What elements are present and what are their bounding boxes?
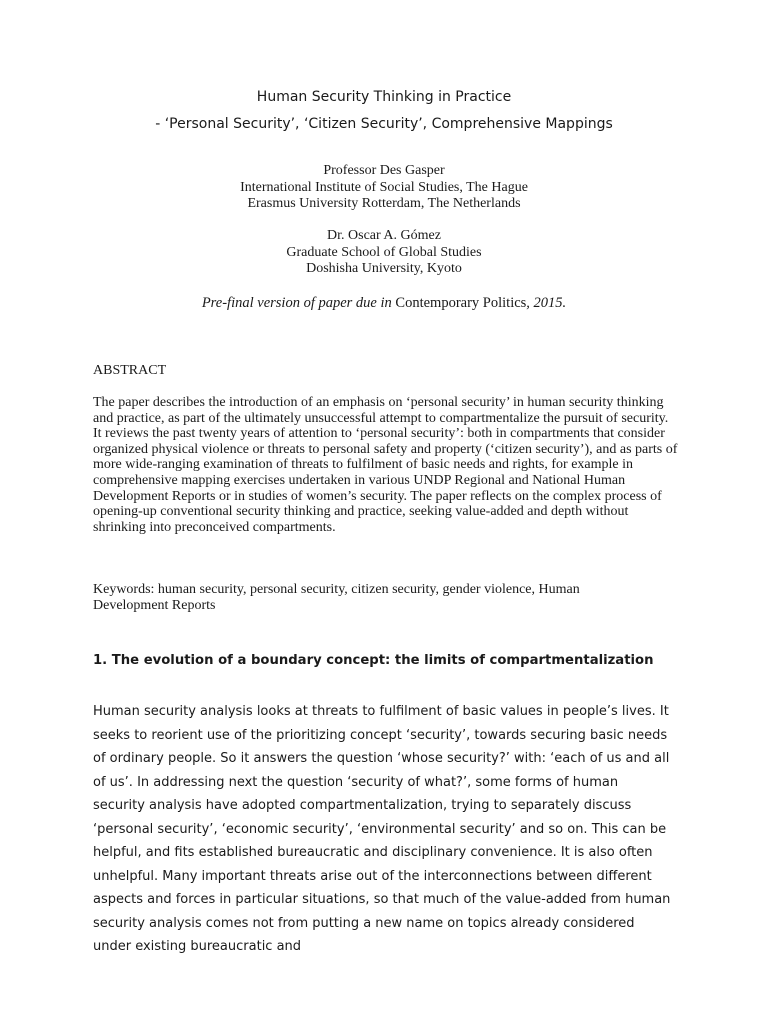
abstract-body: The paper describes the introduction of an emphasis on ‘personal security’ in human security thinking and practice, as part of the ultimately unsuccessful attempt to compartmentalize the pursuit of security. It reviews the past twenty years of attention to ‘personal security’: both in compartments that consider organized physical violence or threats to personal safety and property (‘citizen security’), and as parts of more wide-ranging examination of threats to fulfilment of basic needs and rights, for example in comprehensive mapping exercises undertaken in various UNDP Regional and National Human Development Reports or in studies of women’s security. The paper reflects on the complex process of opening-up conventional security thinking and practice, seeking value-added and depth without shrinking into preconceived compartments. — [93, 395, 678, 535]
author-affiliation: Doshisha University, Kyoto — [306, 261, 462, 276]
abstract-heading: ABSTRACT — [93, 363, 167, 378]
version-note — [0, 294, 768, 312]
section-heading: 1. The evolution of a boundary concept: the limits of compartmentalization — [93, 653, 654, 668]
author-name: Dr. Oscar A. Gómez — [327, 228, 441, 243]
journal-name: Contemporary Politics — [391, 295, 527, 311]
author-block-1 — [0, 163, 768, 213]
author-affiliation: International Institute of Social Studies, The Hague — [240, 179, 528, 195]
version-note-suffix: , 2015. — [526, 295, 567, 311]
section-body: Human security analysis looks at threats to fulfilment of basic values in people’s lives. It seeks to reorient use of the prioritizing concept ‘security’, towards securing basic needs of ordinary people. So it answers the question ‘whose security?’ with: ‘each of us and all of us’. In addressing next the question ‘security of what?’, some forms of human security analysis have adopted compartmentalization, trying to separately discuss ‘personal security’, ‘economic security’, ‘environmental security’ and so on. This can be helpful, and fits established bureaucratic and disciplinary convenience. It is also often unhelpful. Many important threats arise out of the interconnections between different aspects and forces in particular situations, so that much of the value-added from human security analysis comes not from putting a new name on topics already considered under existing bureaucratic and — [93, 704, 671, 954]
author-affiliation: Erasmus University Rotterdam, The Netherlands — [247, 196, 521, 211]
version-note-prefix: Pre-final version of paper due in — [201, 295, 392, 311]
paper-subtitle: - ‘Personal Security’, ‘Citizen Security’, Comprehensive Mappings — [155, 116, 613, 132]
author-name: Professor Des Gasper — [323, 163, 445, 178]
paper-title: Human Security Thinking in Practice — [256, 89, 512, 105]
author-affiliation: Graduate School of Global Studies — [286, 244, 482, 260]
keywords: Keywords: human security, personal security, citizen security, gender violence, Human Development Reports — [93, 582, 580, 613]
author-block-2 — [0, 228, 768, 278]
